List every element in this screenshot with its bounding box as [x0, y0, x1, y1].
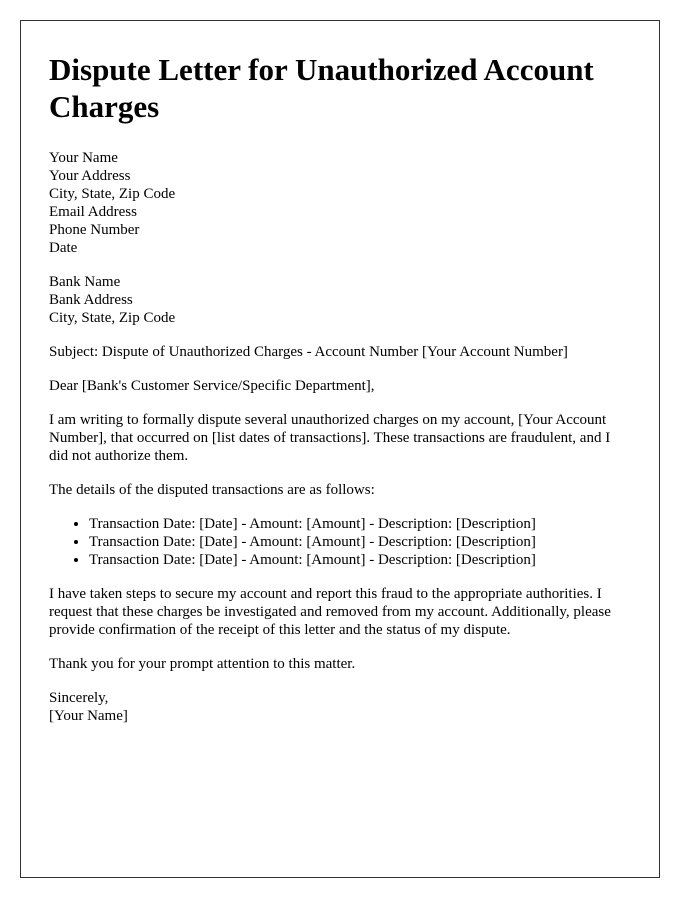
sender-date: Date	[49, 240, 78, 256]
thanks-paragraph: Thank you for your prompt attention to this matter.	[49, 656, 356, 672]
valediction: Sincerely,	[49, 690, 109, 706]
sender-phone: Phone Number	[49, 222, 140, 238]
list-item: • Transaction Date: [Date] - Amount: [Amount] - Description: [Description]	[89, 515, 631, 533]
salutation: Dear [Bank's Customer Service/Specific Department],	[49, 378, 375, 394]
sender-name: Your Name	[49, 150, 118, 166]
request-paragraph: I have taken steps to secure my account and report this fraud to the appropriate authorities. I request that these charges be investigated and removed from my account. Additionally, please provide confirmation of the receipt of this letter and the status of my dispute.	[49, 586, 611, 638]
letter-page	[20, 20, 660, 878]
sender-block	[49, 149, 631, 257]
recipient-address: Bank Address	[49, 292, 133, 308]
signature: [Your Name]	[49, 708, 128, 724]
details-intro-paragraph: The details of the disputed transactions are as follows:	[49, 482, 375, 498]
transaction-list	[49, 515, 631, 569]
intro-paragraph: I am writing to formally dispute several unauthorized charges on my account, [Your Account Number], that occurred on [list dates of transactions]. These transactions are fraudulent, and I did not authorize them.	[49, 412, 611, 464]
list-item: • Transaction Date: [Date] - Amount: [Amount] - Description: [Description]	[89, 551, 631, 569]
list-item: • Transaction Date: [Date] - Amount: [Amount] - Description: [Description]	[89, 533, 631, 551]
closing-block	[49, 689, 631, 725]
sender-email: Email Address	[49, 204, 137, 220]
sender-city: City, State, Zip Code	[49, 186, 176, 202]
subject-line: Subject: Dispute of Unauthorized Charges - Account Number [Your Account Number]	[49, 344, 568, 360]
sender-address: Your Address	[49, 168, 131, 184]
recipient-name: Bank Name	[49, 274, 121, 290]
recipient-city: City, State, Zip Code	[49, 310, 176, 326]
letter-title: Dispute Letter for Unauthorized Account Charges	[49, 52, 594, 124]
recipient-block	[49, 273, 631, 327]
